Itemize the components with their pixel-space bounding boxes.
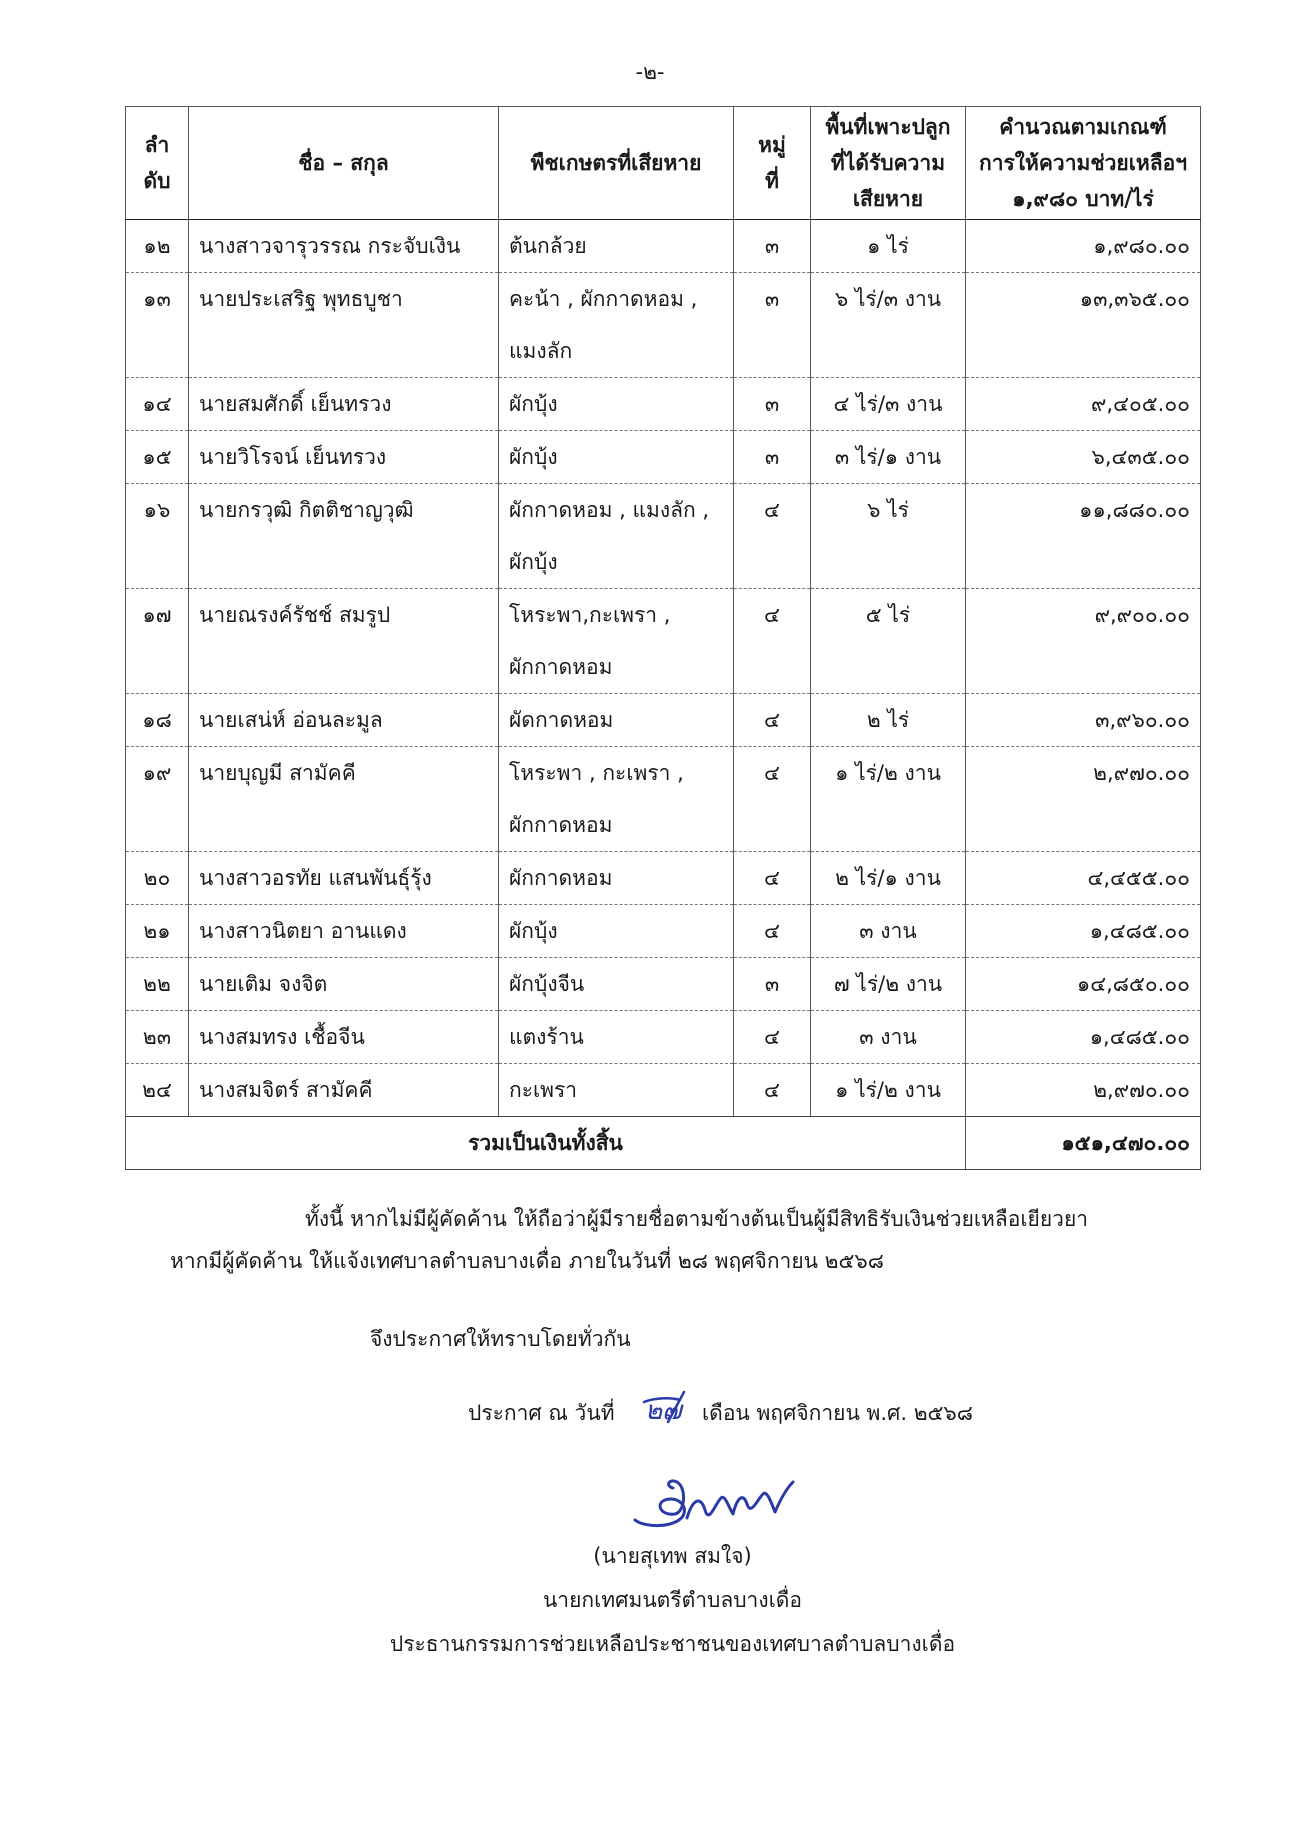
header-no: ลำ ดับ [126, 107, 189, 220]
table-row [126, 378, 1201, 431]
row-village: ๓ [734, 220, 811, 273]
row-area: ๑ ไร่/๒ งาน [811, 747, 966, 852]
date-suffix: เดือน พฤศจิกายน พ.ศ. ๒๕๖๘ [702, 1401, 973, 1425]
row-amount: ๑,๔๘๕.๐๐ [966, 905, 1201, 958]
row-area: ๖ ไร่/๓ งาน [811, 273, 966, 378]
row-crop [499, 273, 734, 378]
row-name: นางสาวจารุวรรณ กระจับเงิน [189, 220, 499, 273]
row-village: ๔ [734, 747, 811, 852]
table-row [126, 1011, 1201, 1064]
crop-line: ผักบุ้ง [509, 445, 558, 469]
crop-line: โหระพา , กะเพรา , [509, 761, 684, 785]
row-crop [499, 852, 734, 905]
crop-line: ผักบุ้ง [509, 392, 558, 416]
row-village: ๓ [734, 431, 811, 484]
row-number: ๑๘ [126, 694, 189, 747]
row-village: ๓ [734, 273, 811, 378]
row-crop [499, 378, 734, 431]
crop-line: ผักบุ้ง [509, 919, 558, 943]
row-number: ๑๒ [126, 220, 189, 273]
relief-table [125, 106, 1201, 1170]
row-name: นายณรงค์รัชช์ สมรูป [189, 589, 499, 694]
row-amount: ๓,๙๖๐.๐๐ [966, 694, 1201, 747]
crop-line: ผักกาดหอม [509, 655, 613, 679]
row-number: ๒๔ [126, 1064, 189, 1117]
crop-line: ผักกาดหอม [509, 866, 613, 890]
crop-line: โหระพา,กะเพรา , [509, 603, 671, 627]
row-amount: ๑๓,๓๖๕.๐๐ [966, 273, 1201, 378]
row-number: ๑๗ [126, 589, 189, 694]
row-village: ๓ [734, 958, 811, 1011]
row-number: ๑๔ [126, 378, 189, 431]
row-crop [499, 694, 734, 747]
crop-line: ผักกาดหอม [509, 813, 613, 837]
row-village: ๔ [734, 694, 811, 747]
row-number: ๑๙ [126, 747, 189, 852]
row-amount: ๙,๙๐๐.๐๐ [966, 589, 1201, 694]
table-row [126, 747, 1201, 852]
crop-line: ผักบุ้ง [509, 550, 558, 574]
header-name: ชื่อ – สกุล [189, 107, 499, 220]
signatory-name: (นายสุเทพ สมใจ) [593, 1544, 752, 1568]
table-row [126, 431, 1201, 484]
row-village: ๔ [734, 852, 811, 905]
row-crop [499, 1011, 734, 1064]
row-amount: ๑๑,๘๘๐.๐๐ [966, 484, 1201, 589]
row-crop [499, 958, 734, 1011]
row-number: ๒๐ [126, 852, 189, 905]
crop-line: กะเพรา [509, 1078, 578, 1102]
row-name: นายประเสริฐ พุทธบูชา [189, 273, 499, 378]
notice-line-1: ทั้งนี้ หากไม่มีผู้คัดค้าน ให้ถือว่าผู้มีรายชื่อตามข้างต้นเป็นผู้มีสิทธิรับเงินช่วยเหลือเยียวยา [305, 1207, 1089, 1231]
table-row [126, 1064, 1201, 1117]
row-number: ๒๑ [126, 905, 189, 958]
header-crop: พืชเกษตรที่เสียหาย [499, 107, 734, 220]
row-village: ๓ [734, 378, 811, 431]
row-area: ๑ ไร่/๒ งาน [811, 1064, 966, 1117]
row-amount: ๑,๔๘๕.๐๐ [966, 1011, 1201, 1064]
table-row [126, 905, 1201, 958]
crop-line: ผักกาดหอม , แมงลัก , [509, 498, 710, 522]
table-row [126, 958, 1201, 1011]
table-row [126, 694, 1201, 747]
row-number: ๒๓ [126, 1011, 189, 1064]
row-number: ๑๖ [126, 484, 189, 589]
row-area: ๔ ไร่/๓ งาน [811, 378, 966, 431]
crop-line: คะน้า , ผักกาดหอม , [509, 287, 698, 311]
crop-line: แตงร้าน [509, 1025, 584, 1049]
row-name: นางสมทรง เชื้อจีน [189, 1011, 499, 1064]
row-amount: ๒,๙๗๐.๐๐ [966, 747, 1201, 852]
crop-line: แมงลัก [509, 339, 573, 363]
row-amount: ๔,๔๕๕.๐๐ [966, 852, 1201, 905]
row-crop [499, 747, 734, 852]
date-check-mark-icon [640, 1388, 690, 1432]
handwritten-day: ๒๗ [645, 1396, 682, 1426]
row-number: ๑๕ [126, 431, 189, 484]
row-amount: ๖,๔๓๕.๐๐ [966, 431, 1201, 484]
row-village: ๔ [734, 905, 811, 958]
signatory-role: ประธานกรรมการช่วยเหลือประชาชนของเทศบาลตำบลบางเดื่อ [389, 1632, 956, 1656]
row-village: ๔ [734, 1064, 811, 1117]
row-area: ๑ ไร่ [811, 220, 966, 273]
notice-line-2: หากมีผู้คัดค้าน ให้แจ้งเทศบาลตำบลบางเดื่อ ภายในวันที่ ๒๘ พฤศจิกายน ๒๕๖๘ [170, 1249, 884, 1273]
crop-line: ผัดกาดหอม [509, 708, 614, 732]
row-name: นายเสน่ห์ อ่อนละมูล [189, 694, 499, 747]
table-row [126, 220, 1201, 273]
total-label: รวมเป็นเงินทั้งสิ้น [126, 1117, 966, 1170]
row-area: ๓ ไร่/๑ งาน [811, 431, 966, 484]
row-crop [499, 589, 734, 694]
row-amount: ๑,๙๘๐.๐๐ [966, 220, 1201, 273]
row-crop [499, 1064, 734, 1117]
row-village: ๔ [734, 1011, 811, 1064]
header-village: หมู่ ที่ [734, 107, 811, 220]
signatory-position: นายกเทศมนตรีตำบลบางเดื่อ [542, 1588, 803, 1612]
total-row [126, 1117, 1201, 1170]
header-amount: คำนวณตามเกณฑ์ การให้ความช่วยเหลือฯ ๑,๙๘๐ บาท/ไร่ [966, 107, 1201, 220]
row-area: ๖ ไร่ [811, 484, 966, 589]
row-name: นายวิโรจน์ เย็นทรวง [189, 431, 499, 484]
row-area: ๕ ไร่ [811, 589, 966, 694]
row-amount: ๙,๔๐๕.๐๐ [966, 378, 1201, 431]
table-row [126, 484, 1201, 589]
header-area: พื้นที่เพาะปลูก ที่ได้รับความ เสียหาย [811, 107, 966, 220]
table-row [126, 589, 1201, 694]
table-row [126, 852, 1201, 905]
row-number: ๑๓ [126, 273, 189, 378]
row-crop [499, 484, 734, 589]
row-area: ๒ ไร่/๑ งาน [811, 852, 966, 905]
signature-icon [625, 1468, 800, 1538]
row-crop [499, 431, 734, 484]
crop-line: ต้นกล้วย [509, 234, 587, 258]
row-name: นายกรวุฒิ กิตติชาญวุฒิ [189, 484, 499, 589]
row-amount: ๑๔,๘๕๐.๐๐ [966, 958, 1201, 1011]
crop-line: ผักบุ้งจีน [509, 972, 585, 996]
row-amount: ๒,๙๗๐.๐๐ [966, 1064, 1201, 1117]
row-crop [499, 220, 734, 273]
row-crop [499, 905, 734, 958]
date-prefix: ประกาศ ณ วันที่ [468, 1401, 615, 1425]
row-name: นายบุญมี สามัคคี [189, 747, 499, 852]
table-row [126, 273, 1201, 378]
row-name: นางสมจิตร์ สามัคคี [189, 1064, 499, 1117]
row-village: ๔ [734, 589, 811, 694]
page-number: -๒- [635, 60, 665, 84]
row-name: นายเติม จงจิต [189, 958, 499, 1011]
row-area: ๓ งาน [811, 905, 966, 958]
row-name: นางสาวอรทัย แสนพันธุ์รุ้ง [189, 852, 499, 905]
row-name: นายสมศักดิ์ เย็นทรวง [189, 378, 499, 431]
row-village: ๔ [734, 484, 811, 589]
row-area: ๓ งาน [811, 1011, 966, 1064]
announce-line: จึงประกาศให้ทราบโดยทั่วกัน [370, 1327, 631, 1351]
total-amount: ๑๕๑,๔๗๐.๐๐ [966, 1117, 1201, 1170]
row-number: ๒๒ [126, 958, 189, 1011]
row-area: ๒ ไร่ [811, 694, 966, 747]
table-header-row [126, 107, 1201, 220]
row-name: นางสาวนิตยา อานแดง [189, 905, 499, 958]
row-area: ๗ ไร่/๒ งาน [811, 958, 966, 1011]
